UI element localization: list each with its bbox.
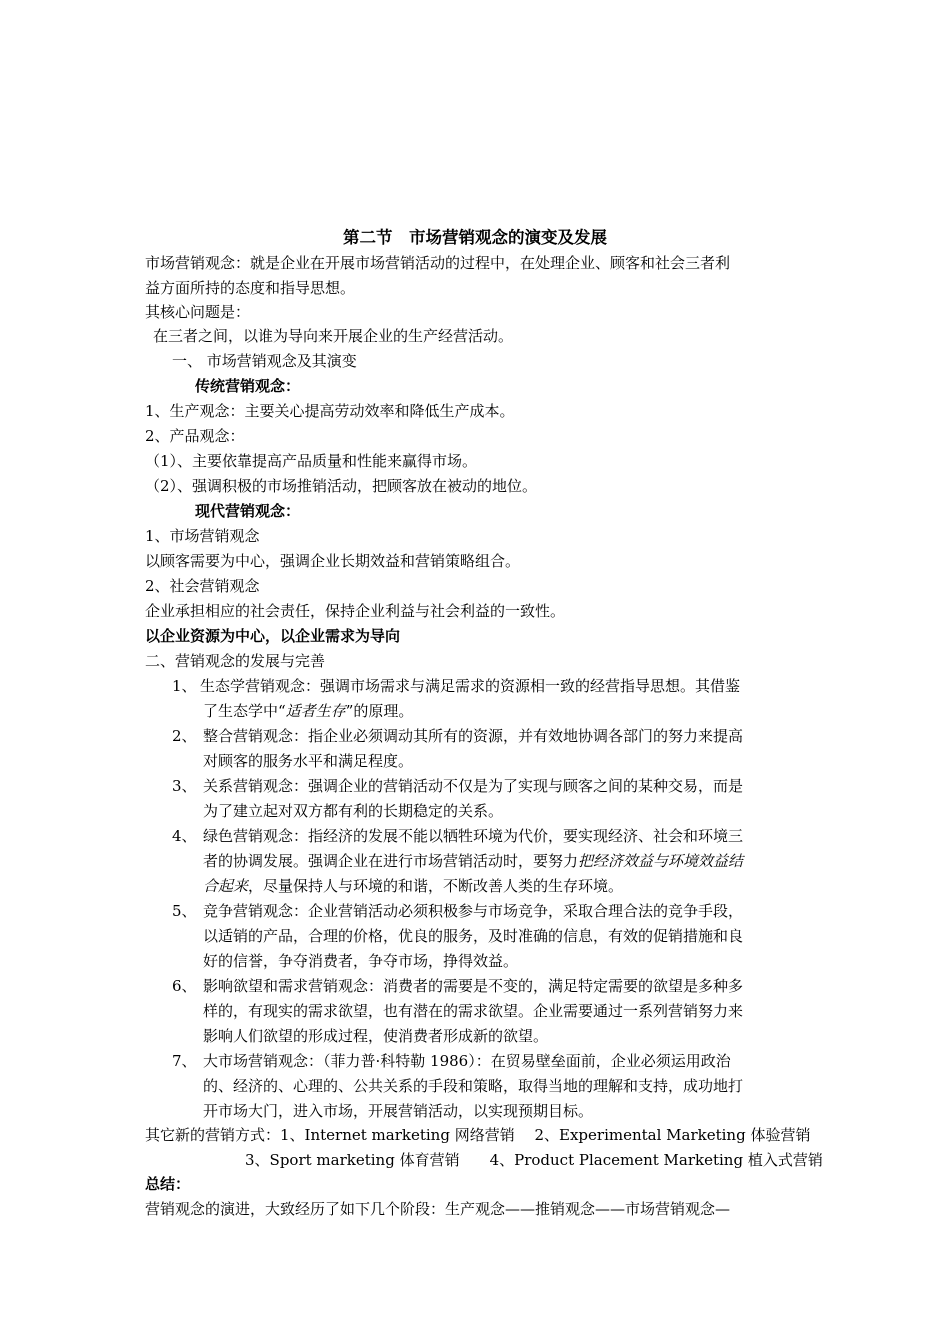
list-item-line: 开市场大门，进入市场，开展营销活动，以实现预期目标。	[203, 1102, 594, 1120]
list-item-line: 整合营销观念：指企业必须调动其所有的资源，并有效地协调各部门的努力来提高	[203, 727, 744, 745]
list-item-line: 绿色营销观念：指经济的发展不能以牺牲环境为代价，要实现经济、社会和环境三	[203, 827, 744, 845]
summary-label: 总结：	[145, 1175, 191, 1193]
list-item-line: 合起来，尽量保持人与环境的和谐，不断改善人类的生存环境。	[203, 877, 624, 895]
list-item-line: 影响欲望和需求营销观念：消费者的需要是不变的，满足特定需要的欲望是多种多	[203, 977, 744, 995]
core-label: 其核心问题是：	[145, 303, 251, 321]
list-item-line: 好的信誉，争夺消费者，争夺市场，挣得效益。	[203, 952, 519, 970]
list-item-line: 者的协调发展。强调企业在进行市场营销活动时，要努力把经济效益与环境效益结	[203, 852, 744, 870]
modern-heading: 现代营销观念：	[195, 502, 301, 520]
list-item-number: 1、	[172, 677, 197, 695]
list-item-line: 的、经济的、心理的、公共关系的手段和策略，取得当地的理解和支持，成功地打	[203, 1077, 744, 1095]
modern-item: 2、社会营销观念	[145, 577, 260, 595]
bold-note: 以企业资源为中心，以企业需求为导向	[145, 627, 401, 645]
emphasis-text: 适者生存	[285, 702, 346, 720]
list-item-number: 4、	[172, 827, 197, 845]
traditional-item: （2）、强调积极的市场推销活动，把顾客放在被动的地位。	[145, 477, 538, 495]
list-item-line: 样的，有现实的需求欲望，也有潜在的需求欲望。企业需要通过一系列营销努力来	[203, 1002, 744, 1020]
section2-heading: 二、营销观念的发展与完善	[145, 652, 326, 670]
list-item-line: 了生态学中“适者生存”的原理。	[203, 702, 414, 720]
list-item-number: 5、	[172, 902, 197, 920]
modern-item: 1、市场营销观念	[145, 527, 260, 545]
section1-heading: 一、 市场营销观念及其演变	[172, 352, 357, 370]
traditional-heading: 传统营销观念：	[195, 377, 301, 395]
modern-item: 以顾客需要为中心，强调企业长期效益和营销策略组合。	[145, 552, 521, 570]
list-item-number: 3、	[172, 777, 197, 795]
list-item-line: 以适销的产品，合理的价格，优良的服务，及时准确的信息，有效的促销措施和良	[203, 927, 744, 945]
core-text: 在三者之间，以谁为导向来开展企业的生产经营活动。	[153, 327, 514, 345]
emphasis-text: 把经济效益与环境效益结	[578, 852, 744, 870]
summary-text: 营销观念的演进，大致经历了如下几个阶段：生产观念——推销观念——市场营销观念—	[145, 1200, 731, 1218]
traditional-item: （1）、主要依靠提高产品质量和性能来赢得市场。	[145, 452, 478, 470]
other-methods-line-1: 其它新的营销方式：1、Internet marketing 网络营销 2、Experimental Marketing 体验营销	[145, 1126, 811, 1144]
other-methods-line-2: 3、Sport marketing 体育营销 4、Product Placement Marketing 植入式营销	[245, 1151, 823, 1169]
list-item-line: 竞争营销观念：企业营销活动必须积极参与市场竞争，采取合理合法的竞争手段，	[203, 902, 744, 920]
list-item-line: 关系营销观念：强调企业的营销活动不仅是为了实现与顾客之间的某种交易，而是	[203, 777, 744, 795]
traditional-item: 2、产品观念：	[145, 427, 245, 445]
emphasis-text: 合起来	[203, 877, 249, 895]
list-item-line: 影响人们欲望的形成过程，使消费者形成新的欲望。	[203, 1027, 549, 1045]
list-item-line: 生态学营销观念：强调市场需求与满足需求的资源相一致的经营指导思想。其借鉴	[200, 677, 741, 695]
modern-item: 企业承担相应的社会责任，保持企业利益与社会利益的一致性。	[145, 602, 566, 620]
list-item-number: 7、	[172, 1052, 197, 1070]
definition-line-2: 益方面所持的态度和指导思想。	[145, 279, 356, 297]
list-item-line: 对顾客的服务水平和满足程度。	[203, 752, 414, 770]
definition-line-1: 市场营销观念：就是企业在开展市场营销活动的过程中，在处理企业、顾客和社会三者利	[145, 254, 731, 272]
list-item-number: 2、	[172, 727, 197, 745]
list-item-number: 6、	[172, 977, 197, 995]
list-item-line: 大市场营销观念：（菲力普·科特勒 1986）：在贸易壁垒面前，企业必须运用政治	[203, 1052, 731, 1070]
list-item-line: 为了建立起对双方都有利的长期稳定的关系。	[203, 802, 504, 820]
page-title: 第二节 市场营销观念的演变及发展	[343, 228, 607, 247]
traditional-item: 1、生产观念：主要关心提高劳动效率和降低生产成本。	[145, 402, 515, 420]
